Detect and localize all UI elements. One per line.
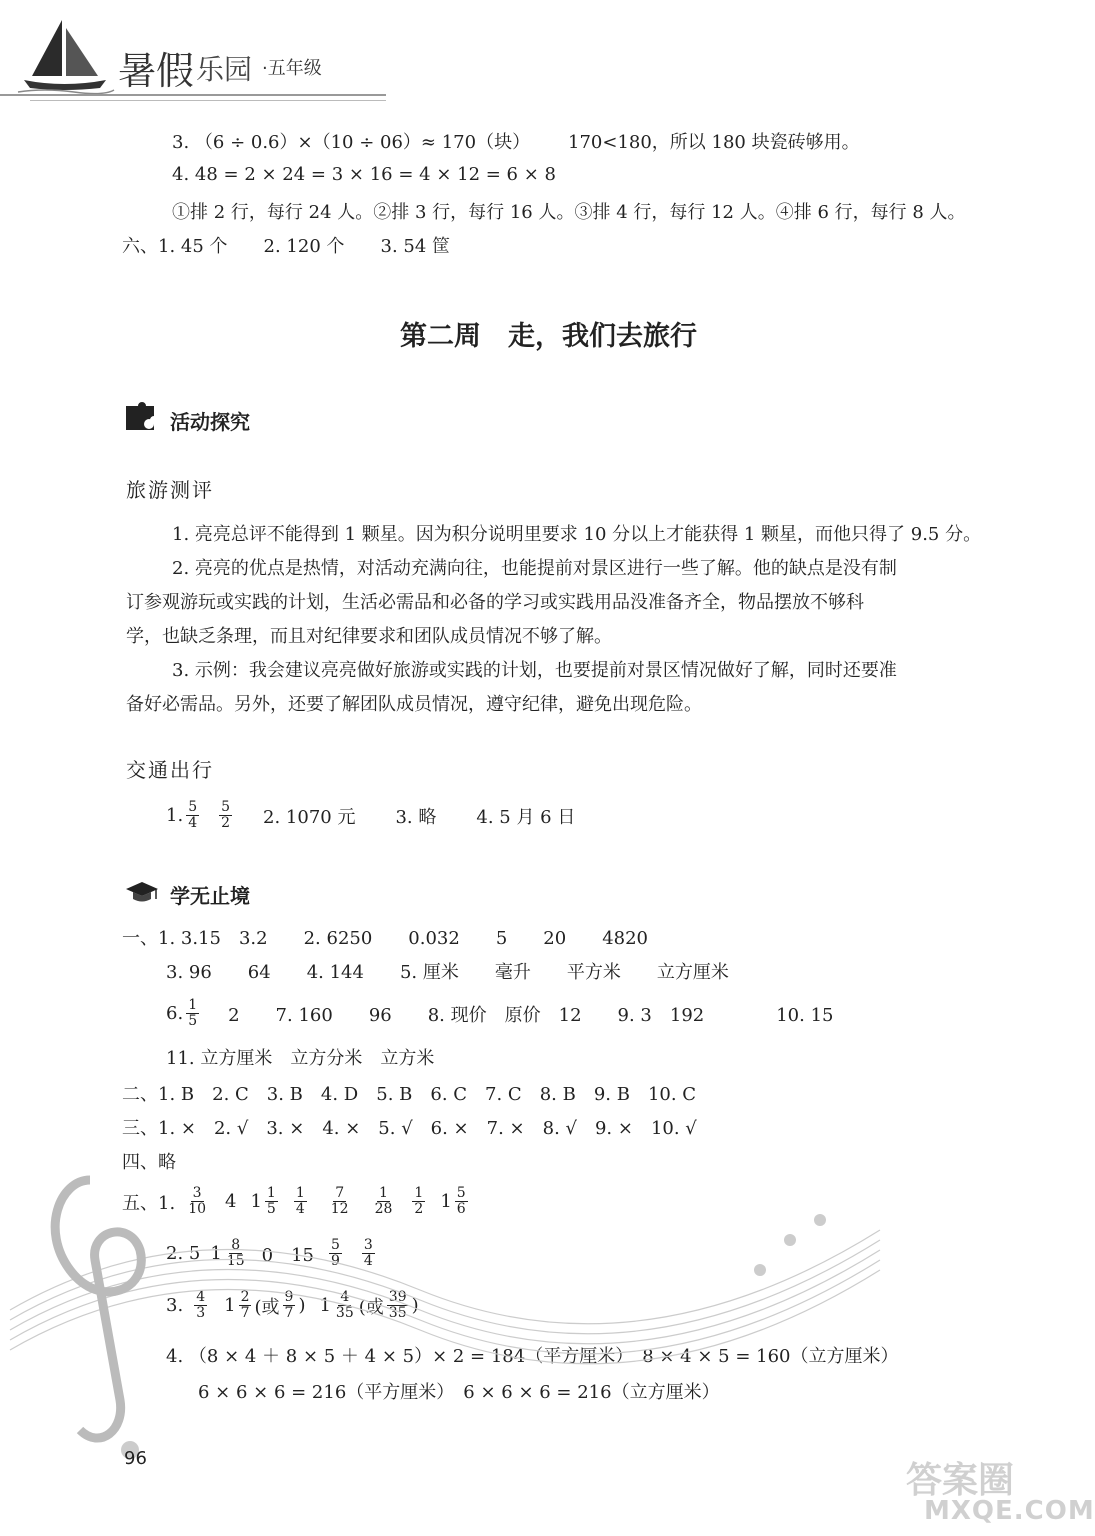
study-row6: 三、1. × 2. √ 3. × 4. × 5. √ 6. × 7. × 8. √ 9. × 10. √ xyxy=(122,1118,697,1139)
traffic-item2: 2. 1070 元 xyxy=(263,806,356,828)
travel-p2-line2: 订参观游玩或实践的计划，生活必需品和必备的学习或实践用品没准备齐全，物品摆放不够科 xyxy=(126,592,864,613)
traffic-title: 交通出行 xyxy=(126,758,214,782)
study-row4: 11. 立方厘米 立方分米 立方米 xyxy=(166,1048,435,1069)
header-brand-small: 乐园 xyxy=(196,53,253,86)
fraction-numerator: 39 xyxy=(388,1289,407,1305)
header-grade: ·五年级 xyxy=(262,58,322,79)
study-row9-label: 2. 5 xyxy=(166,1243,201,1264)
page-number: 96 xyxy=(124,1448,147,1469)
study-row12: 6 × 6 × 6 = 216（平方厘米） 6 × 6 × 6 = 216（立方厘米） xyxy=(198,1382,720,1403)
fraction-denominator: 6 xyxy=(456,1201,466,1217)
header-brand-big: 暑假 xyxy=(118,49,195,93)
fraction-denominator: 2 xyxy=(221,815,231,831)
travel-p2-line1: 2. 亮亮的优点是热情，对活动充满向往，也能提前对景区进行一些了解。他的缺点是没有制 xyxy=(172,558,897,579)
study-row11: 4. （8 × 4 ＋ 8 × 5 ＋ 4 × 5）× 2 = 184（平方厘米） 8 × 4 × 5 = 160（立方厘米） xyxy=(166,1346,899,1367)
study-row8-label: 五、1. xyxy=(122,1192,176,1214)
fraction xyxy=(219,800,232,831)
mixed-whole: 1 xyxy=(210,1243,222,1264)
mixed-whole: 1 xyxy=(250,1191,262,1212)
activity-heading: 活动探究 xyxy=(170,410,250,434)
study-row2: 3. 96 64 4. 144 5. 厘米 毫升 平方米 立方厘米 xyxy=(166,962,729,983)
fraction-denominator: 2 xyxy=(414,1201,424,1217)
answer-line-4: 4. 48 = 2 × 24 = 3 × 16 = 4 × 12 = 6 × 8 xyxy=(172,164,556,185)
fraction-denominator: 5 xyxy=(188,1013,198,1029)
mixed-whole: 1 xyxy=(440,1191,452,1212)
travel-p3-line2: 备好必需品。另外，还要了解团队成员情况，遵守纪律，避免出现危险。 xyxy=(126,694,702,715)
fraction-numerator: 3 xyxy=(192,1185,202,1201)
fraction-denominator: 10 xyxy=(188,1201,207,1217)
fraction-numerator: 1 xyxy=(414,1185,424,1201)
fraction-numerator: 3 xyxy=(363,1237,373,1253)
fraction-numerator: 1 xyxy=(266,1185,276,1201)
graduation-cap-icon xyxy=(124,880,160,904)
watermark-url: MXQE.COM xyxy=(924,1496,1095,1526)
fraction-denominator: 35 xyxy=(388,1305,407,1321)
study-heading: 学无止境 xyxy=(170,884,250,908)
answer-line-3b: 170<180，所以 180 块瓷砖够用。 xyxy=(568,132,860,153)
puzzle-icon xyxy=(122,402,160,432)
fraction-denominator: 35 xyxy=(335,1305,354,1321)
fraction-numerator: 1 xyxy=(379,1185,388,1201)
header-rule xyxy=(0,94,386,96)
sailboat-logo-icon xyxy=(14,14,114,94)
travel-p3-line1: 3. 示例：我会建议亮亮做好旅游或实践的计划，也要提前对景区情况做好了解，同时还要准 xyxy=(172,660,897,681)
fraction-denominator: 4 xyxy=(295,1201,305,1217)
study-row3 xyxy=(166,998,833,1029)
fraction-numerator: 1 xyxy=(295,1185,305,1201)
fraction xyxy=(186,800,199,831)
mixed-whole: 1 xyxy=(319,1295,331,1316)
travel-p2-line3: 学，也缺乏条理，而且对纪律要求和团队成员情况不够了解。 xyxy=(126,626,612,647)
travel-title: 旅游测评 xyxy=(126,478,214,502)
fraction-numerator: 1 xyxy=(188,997,198,1013)
fraction-numerator: 8 xyxy=(231,1237,241,1253)
fraction-numerator: 5 xyxy=(221,799,231,815)
fraction-numerator: 5 xyxy=(331,1237,340,1253)
fraction-denominator: 7 xyxy=(240,1305,250,1321)
study-row1: 一、1. 3.15 3.2 2. 6250 0.032 5 20 4820 xyxy=(122,928,648,949)
week-title: 第二周 走，我们去旅行 xyxy=(400,321,697,352)
fraction-numerator: 5 xyxy=(456,1185,466,1201)
fraction-denominator: 9 xyxy=(331,1253,340,1269)
answer-line-6: 六、1. 45 个 2. 120 个 3. 54 筐 xyxy=(122,236,451,257)
watermark-text: 答案圈 xyxy=(906,1460,1015,1501)
travel-p1: 1. 亮亮总评不能得到 1 颗星。因为积分说明里要求 10 分以上才能获得 1 颗星，而他只得了 9.5 分。 xyxy=(172,524,982,545)
study-row3-label: 6. xyxy=(166,1003,184,1024)
fraction-numerator: 5 xyxy=(188,799,198,815)
fraction-denominator: 28 xyxy=(374,1201,393,1217)
study-row7: 四、略 xyxy=(122,1152,176,1173)
study-row10-c-or: (或 xyxy=(358,1296,384,1318)
fraction-denominator: 15 xyxy=(226,1253,245,1269)
fraction-denominator: 5 xyxy=(266,1201,276,1217)
fraction-numerator: 9 xyxy=(284,1289,294,1305)
study-row9-b: 0 15 xyxy=(261,1244,314,1266)
traffic-n1: 1. xyxy=(166,805,184,826)
study-row5: 二、1. B 2. C 3. B 4. D 5. B 6. C 7. C 8. B 9. B 10. C xyxy=(122,1084,697,1105)
study-row3-rest: 2 7. 160 96 8. 现价 原价 12 9. 3 192 10. 15 xyxy=(228,1004,834,1026)
fraction-numerator: 2 xyxy=(240,1289,250,1305)
fraction-denominator: 12 xyxy=(330,1201,349,1217)
mixed-whole: 1 xyxy=(224,1295,236,1316)
study-row10-close2: ) xyxy=(411,1295,419,1316)
study-row8-b: 4 xyxy=(225,1191,237,1212)
fraction-numerator: 4 xyxy=(196,1289,206,1305)
answer-line-5: ①排 2 行，每行 24 人。②排 3 行，每行 16 人。③排 4 行，每行 12 人。④排 6 行，每行 8 人。 xyxy=(172,202,966,223)
study-row10-b-or: (或 xyxy=(254,1296,280,1318)
music-decoration-icon xyxy=(0,1160,900,1480)
traffic-item3: 3. 略 xyxy=(395,806,437,828)
study-row10-label: 3. xyxy=(166,1295,184,1316)
fraction-denominator: 4 xyxy=(188,815,198,831)
fraction-denominator: 7 xyxy=(284,1305,294,1321)
answer-line-3a: 3. （6 ÷ 0.6）×（10 ÷ 06）≈ 170（块） xyxy=(172,132,531,153)
fraction xyxy=(186,998,199,1029)
header-rule-thin xyxy=(30,100,386,101)
traffic-answers xyxy=(166,800,575,831)
fraction-numerator: 7 xyxy=(335,1185,345,1201)
fraction-numerator: 4 xyxy=(340,1289,350,1305)
study-row10-close: ) xyxy=(298,1295,306,1316)
fraction-denominator: 4 xyxy=(363,1253,373,1269)
fraction-denominator: 3 xyxy=(196,1305,206,1321)
traffic-item4: 4. 5 月 6 日 xyxy=(476,806,576,828)
